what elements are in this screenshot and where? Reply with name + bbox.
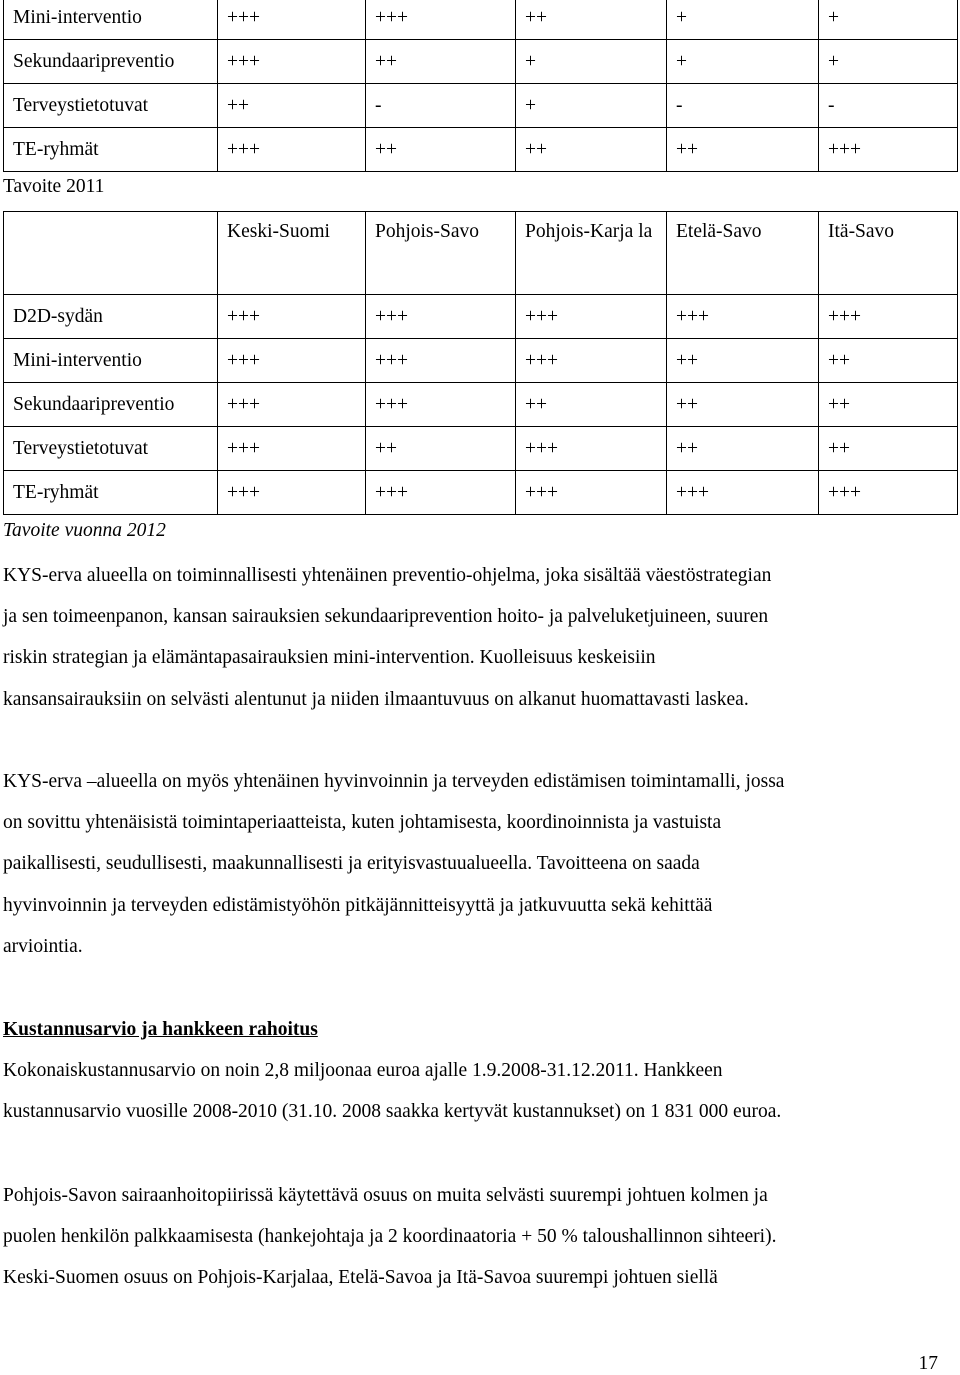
paragraph-line: Kokonaiskustannusarvio on noin 2,8 miljoonaa euroa ajalle 1.9.2008-31.12.2011. Hankkeen bbox=[3, 1060, 723, 1081]
table-cell: ++ bbox=[366, 40, 516, 84]
table-cell: +++ bbox=[218, 383, 366, 427]
table-cell: ++ bbox=[516, 0, 667, 40]
table-cell: Etelä-Savo bbox=[667, 212, 819, 295]
table-cell: +++ bbox=[667, 471, 819, 515]
row-label-cell: Terveystietotuvat bbox=[4, 427, 218, 471]
paragraph-line: paikallisesti, seudullisesti, maakunnallisesti ja erityisvastuualueella. Tavoitteena on saada bbox=[3, 853, 700, 875]
table-cell: + bbox=[667, 0, 819, 40]
table-row bbox=[4, 427, 958, 471]
table-row bbox=[4, 40, 958, 84]
table-row bbox=[4, 339, 958, 383]
table-cell: ++ bbox=[819, 339, 958, 383]
row-label-cell: TE-ryhmät bbox=[4, 471, 218, 515]
row-label-cell: Terveystietotuvat bbox=[4, 84, 218, 128]
table-cell: +++ bbox=[218, 427, 366, 471]
paragraph-line: on sovittu yhtenäisistä toimintaperiaatteista, kuten johtamisesta, koordinoinnista ja vastuista bbox=[3, 812, 722, 834]
row-label-cell: Sekundaaripreventio bbox=[4, 383, 218, 427]
table-cell: +++ bbox=[366, 471, 516, 515]
table-tavoite-2011 bbox=[3, 211, 958, 515]
section-heading-kustannusarvio: Kustannusarvio ja hankkeen rahoitus bbox=[3, 1019, 318, 1040]
table-cell: + bbox=[516, 84, 667, 128]
page-number: 17 bbox=[918, 1353, 938, 1374]
row-label-cell: D2D-sydän bbox=[4, 295, 218, 339]
table-cell: - bbox=[819, 84, 958, 128]
table-row bbox=[4, 0, 958, 40]
row-label-cell: Sekundaaripreventio bbox=[4, 40, 218, 84]
table-cell: +++ bbox=[819, 295, 958, 339]
table-cell: ++ bbox=[218, 84, 366, 128]
paragraph-line: ja sen toimeenpanon, kansan sairauksien sekundaariprevention hoito- ja palveluketjuineen, suuren bbox=[3, 606, 769, 628]
table-row bbox=[4, 128, 958, 172]
table-cell: ++ bbox=[819, 383, 958, 427]
table-cell: + bbox=[819, 40, 958, 84]
table-cell: + bbox=[516, 40, 667, 84]
table-cell: ++ bbox=[516, 128, 667, 172]
table-cell: +++ bbox=[366, 295, 516, 339]
table-cell: + bbox=[667, 40, 819, 84]
table-cell: - bbox=[667, 84, 819, 128]
paragraph-preventio bbox=[3, 555, 953, 720]
table-cell: ++ bbox=[667, 383, 819, 427]
table-cell: +++ bbox=[218, 40, 366, 84]
table-cell: + bbox=[819, 0, 958, 40]
table-cell: ++ bbox=[366, 128, 516, 172]
paragraph-line: puolen henkilön palkkaamisesta (hankejohtaja ja 2 koordinaatoria + 50 % taloushallinnon sihteeri). bbox=[3, 1226, 777, 1248]
table-header-row bbox=[4, 212, 958, 295]
row-label-cell bbox=[4, 212, 218, 295]
paragraph-line: riskin strategian ja elämäntapasairauksien mini-intervention. Kuolleisuus keskeisiin bbox=[3, 647, 656, 669]
table-cell: +++ bbox=[819, 128, 958, 172]
table-cell: +++ bbox=[516, 339, 667, 383]
table-cell: +++ bbox=[218, 339, 366, 383]
row-label-cell: Mini-interventio bbox=[4, 0, 218, 40]
table-cell: +++ bbox=[218, 0, 366, 40]
table-cell: +++ bbox=[516, 295, 667, 339]
table-cell: +++ bbox=[516, 471, 667, 515]
paragraph-line: kansansairauksiin on selvästi alentunut ja niiden ilmaantuvuus on alkanut huomattavasti laskea. bbox=[3, 688, 749, 710]
paragraph-osuudet bbox=[3, 1175, 953, 1299]
label-tavoite-2011: Tavoite 2011 bbox=[3, 176, 105, 197]
paragraph-kustannusarvio bbox=[3, 1050, 953, 1132]
table-cell: ++ bbox=[667, 339, 819, 383]
paragraph-line: arviointia. bbox=[3, 935, 83, 957]
table-cell: ++ bbox=[819, 427, 958, 471]
paragraph-line: KYS-erva –alueella on myös yhtenäinen hyvinvoinnin ja terveyden edistämisen toimintamalli, jossa bbox=[3, 771, 785, 792]
table-cell: +++ bbox=[516, 427, 667, 471]
table-cell: +++ bbox=[819, 471, 958, 515]
table-cell: Keski-Suomi bbox=[218, 212, 366, 295]
paragraph-line: KYS-erva alueella on toiminnallisesti yhtenäinen preventio-ohjelma, joka sisältää väestöstrategian bbox=[3, 565, 772, 586]
table-cell: +++ bbox=[366, 339, 516, 383]
table-cell: +++ bbox=[667, 295, 819, 339]
table-cell: ++ bbox=[516, 383, 667, 427]
row-label-cell: Mini-interventio bbox=[4, 339, 218, 383]
paragraph-toimintamalli bbox=[3, 761, 953, 967]
paragraph-line: Pohjois-Savon sairaanhoitopiirissä käytettävä osuus on muita selvästi suurempi johtuen kolmen ja bbox=[3, 1185, 768, 1206]
table-cell: +++ bbox=[366, 383, 516, 427]
table-cell: +++ bbox=[218, 128, 366, 172]
table-cell: +++ bbox=[218, 295, 366, 339]
table-row bbox=[4, 84, 958, 128]
table-cell: +++ bbox=[366, 0, 516, 40]
table-row bbox=[4, 295, 958, 339]
table-cell: ++ bbox=[366, 427, 516, 471]
table-cell: ++ bbox=[667, 427, 819, 471]
row-label-cell: TE-ryhmät bbox=[4, 128, 218, 172]
table-cell: Itä-Savo bbox=[819, 212, 958, 295]
label-tavoite-2012: Tavoite vuonna 2012 bbox=[3, 520, 166, 541]
table-top-continued bbox=[3, 0, 958, 172]
paragraph-line: Keski-Suomen osuus on Pohjois-Karjalaa, Etelä-Savoa ja Itä-Savoa suurempi johtuen siellä bbox=[3, 1267, 718, 1289]
paragraph-line: hyvinvoinnin ja terveyden edistämistyöhön pitkäjännitteisyyttä ja jatkuvuutta sekä kehittää bbox=[3, 894, 713, 916]
paragraph-line: kustannusarvio vuosille 2008-2010 (31.10. 2008 saakka kertyvät kustannukset) on 1 831 000 euroa. bbox=[3, 1101, 782, 1123]
table-cell: +++ bbox=[218, 471, 366, 515]
table-cell: ++ bbox=[667, 128, 819, 172]
table-row bbox=[4, 383, 958, 427]
table-cell: Pohjois-Karja la bbox=[516, 212, 667, 295]
table-row bbox=[4, 471, 958, 515]
table-cell: - bbox=[366, 84, 516, 128]
table-cell: Pohjois-Savo bbox=[366, 212, 516, 295]
